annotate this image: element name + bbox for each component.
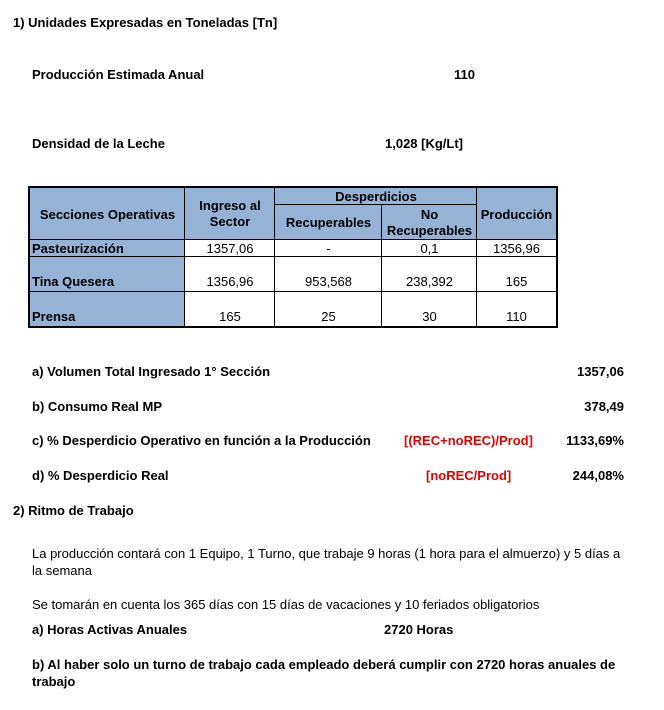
density-value: 1,028 [Kg/Lt] [385, 136, 464, 151]
section-1-heading: 1) Unidades Expresadas en Toneladas [Tn] [13, 15, 278, 30]
result-d-value: 244,08% [572, 468, 624, 483]
table-cell: 110 [506, 308, 527, 324]
shift-note: b) Al haber solo un turno de trabajo cada empleado deberá cumplir con 2720 horas anuales de trabajo [32, 657, 616, 689]
header-produccion: Producción [477, 188, 556, 240]
table-cell: 25 [321, 308, 336, 324]
sections-table [28, 186, 558, 328]
table-cell: 1356,96 [206, 274, 254, 289]
header-no-recuperables: No Recuperables [382, 205, 477, 240]
grid-line [30, 256, 556, 257]
grid-line [30, 239, 556, 240]
grid-line [30, 291, 556, 292]
result-b-value: 378,49 [584, 399, 624, 414]
table-cell: 1356,96 [493, 241, 540, 256]
result-d-label: d) % Desperdicio Real [32, 468, 169, 483]
grid-line [476, 188, 477, 326]
header-recuperables: Recuperables [275, 205, 382, 240]
table-cell: 1357,06 [206, 241, 254, 256]
table-cell: 165 [505, 274, 528, 289]
table-cell: 165 [219, 308, 241, 324]
result-a-label: a) Volumen Total Ingresado 1° Sección [32, 364, 271, 379]
header-ingreso: Ingreso al Sector [185, 188, 275, 240]
production-label: Producción Estimada Anual [32, 67, 205, 82]
header-secciones: Secciones Operativas [30, 188, 185, 240]
table-cell: 30 [422, 308, 437, 324]
result-d-formula: [noREC/Prod] [426, 468, 512, 483]
result-b-label: b) Consumo Real MP [32, 399, 163, 414]
result-c-formula: [(REC+noREC)/Prod] [404, 433, 533, 448]
production-value: 110 [454, 67, 475, 82]
row-name-pasteurizacion: Pasteurización [30, 240, 185, 257]
grid-line [274, 204, 477, 205]
density-label: Densidad de la Leche [32, 136, 165, 151]
row-name-prensa: Prensa [30, 292, 185, 326]
active-hours-value: 2720 Horas [384, 622, 454, 637]
table-cell: 0,1 [420, 241, 439, 256]
result-a-value: 1357,06 [577, 364, 624, 379]
paragraph-schedule: La producción contará con 1 Equipo, 1 Turno, que trabaje 9 horas (1 hora para el almuerzo) y 5 días a la semana [32, 546, 621, 578]
grid-line [274, 188, 275, 326]
active-hours-label: a) Horas Activas Anuales [32, 622, 188, 637]
grid-line [184, 188, 185, 326]
table-cell: - [326, 241, 331, 256]
header-desperdicios: Desperdicios [275, 188, 477, 205]
result-c-label: c) % Desperdicio Operativo en función a la Producción [32, 433, 371, 448]
result-c-value: 1133,69% [566, 433, 624, 448]
table-cell: 238,392 [406, 274, 453, 289]
table-cell: 953,568 [305, 274, 352, 289]
grid-line [381, 205, 382, 326]
row-name-tina-quesera: Tina Quesera [30, 257, 185, 292]
section-2-heading: 2) Ritmo de Trabajo [13, 503, 134, 518]
paragraph-days: Se tomarán en cuenta los 365 días con 15 días de vacaciones y 10 feriados obligatorios [32, 597, 540, 612]
